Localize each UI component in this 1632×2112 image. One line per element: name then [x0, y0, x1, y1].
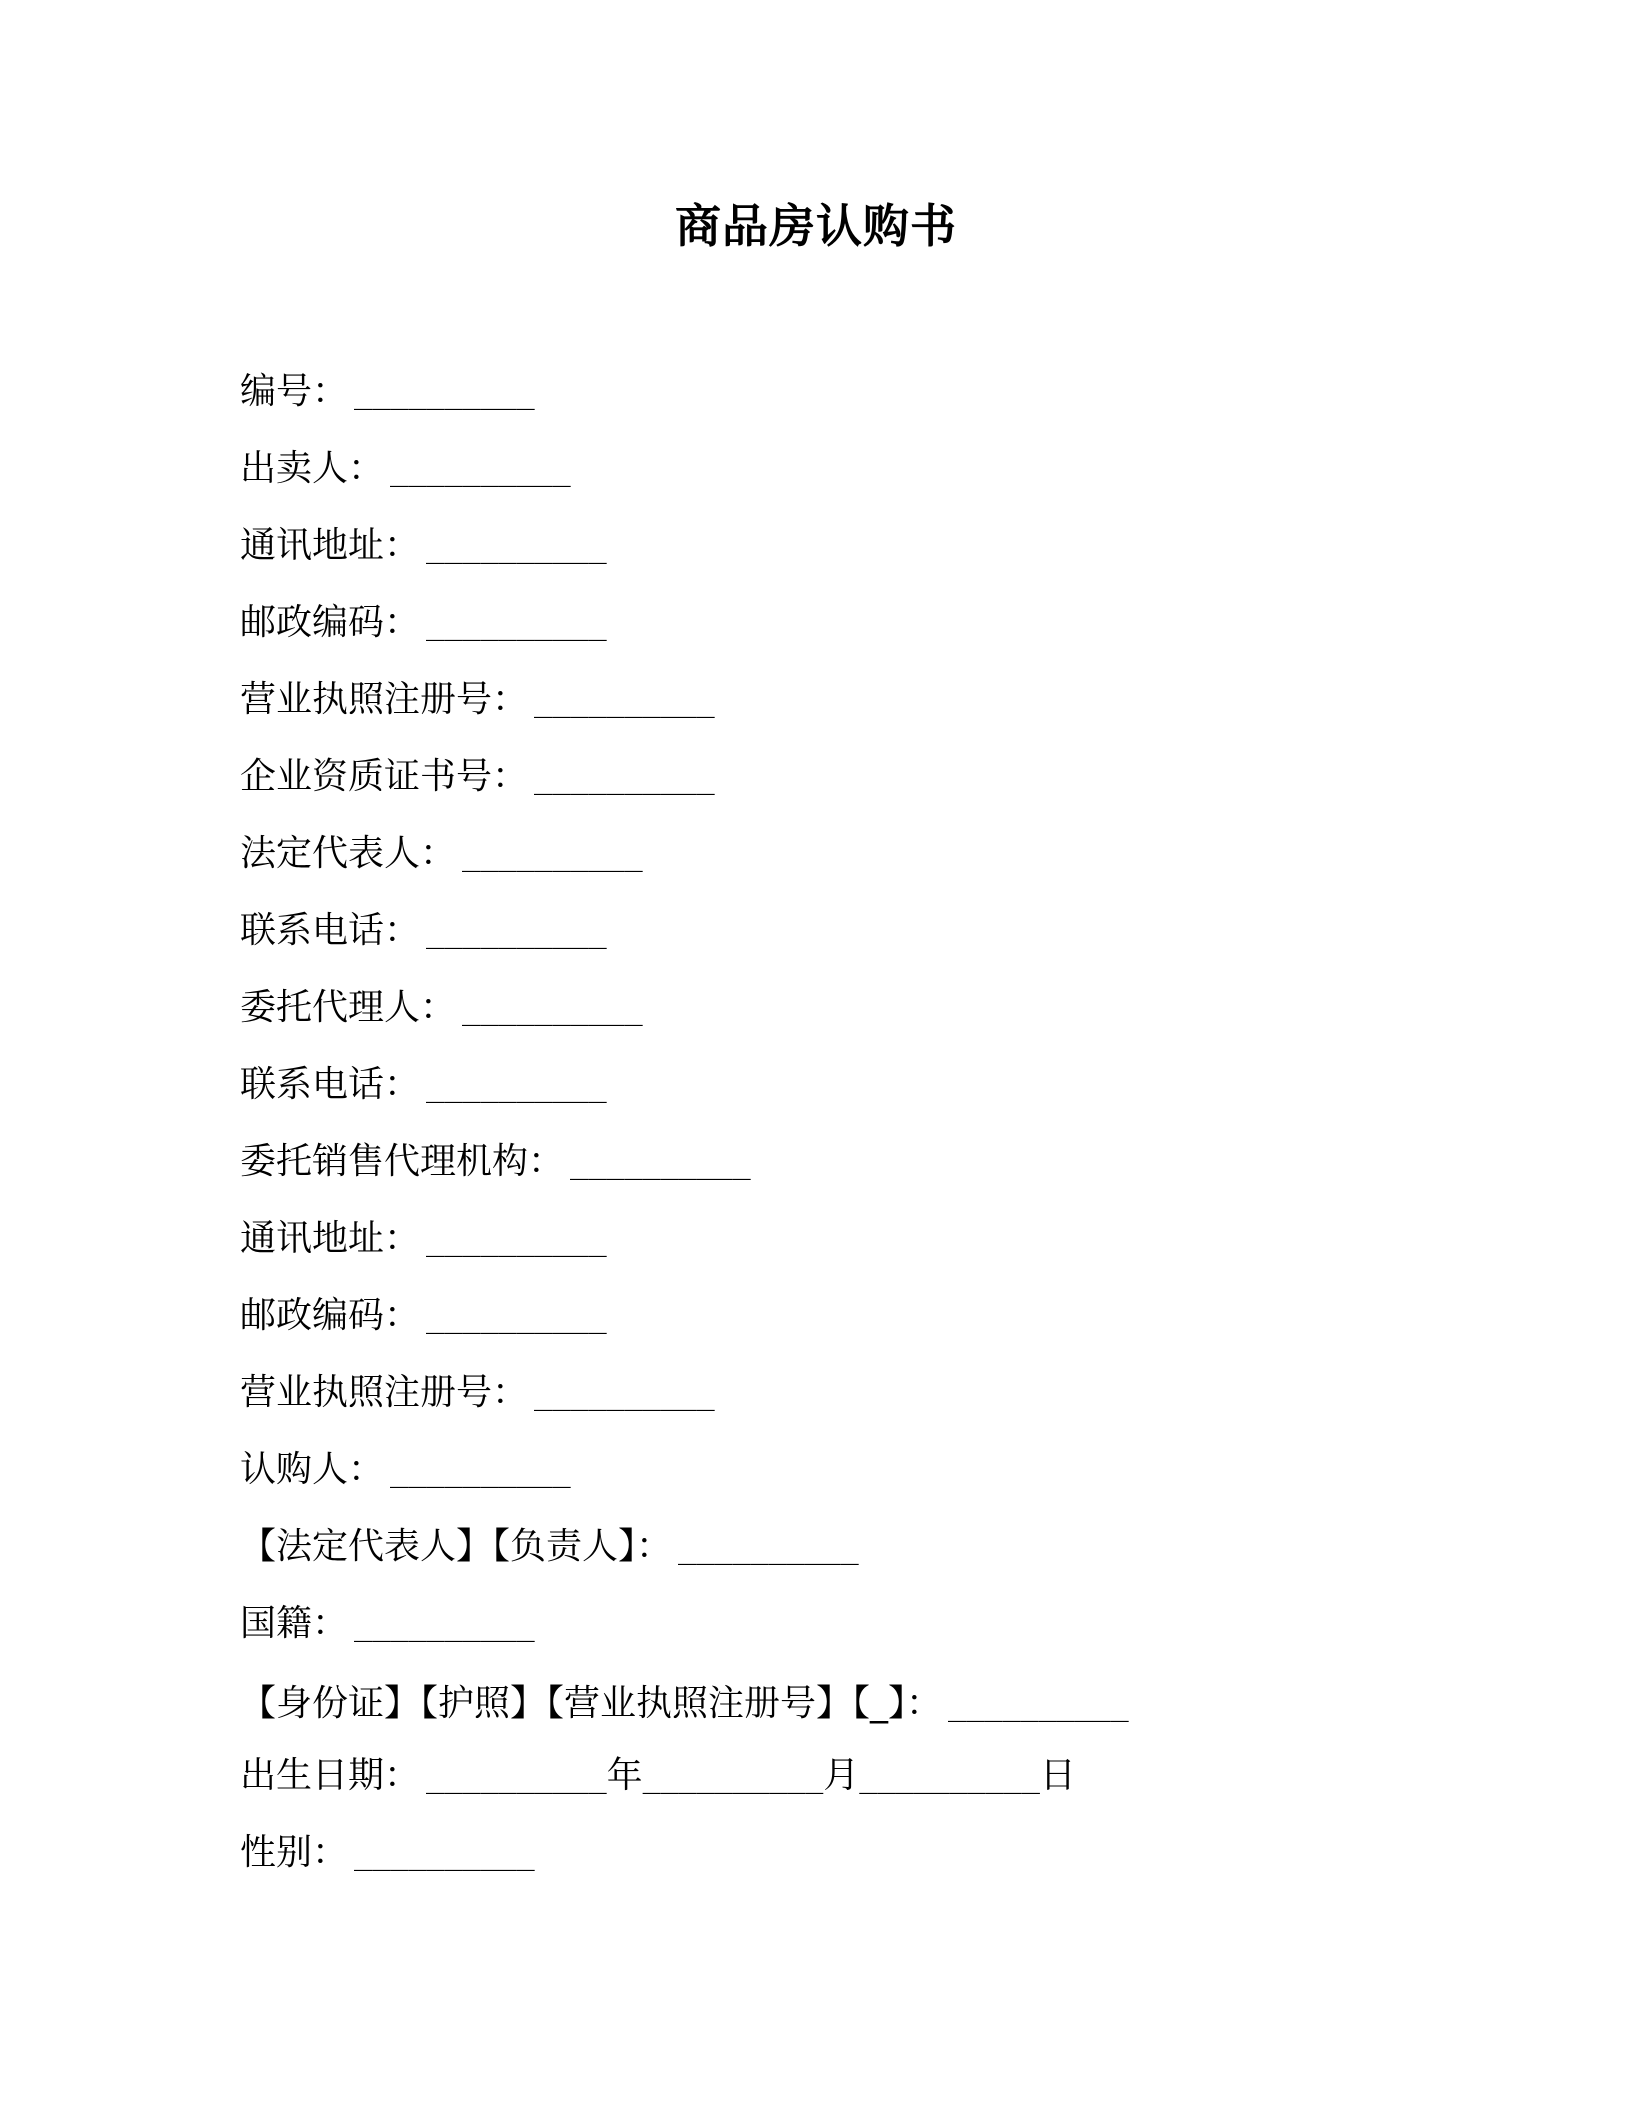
field-label: 营业执照注册号：	[240, 679, 529, 720]
field-label: 认购人：	[240, 1449, 385, 1490]
field-label: 企业资质证书号：	[240, 756, 529, 797]
field-seller-postcode	[240, 599, 607, 647]
blank-line[interactable]: __________	[534, 761, 715, 796]
document-title: 商品房认购书	[675, 199, 957, 253]
field-authorized-agent	[240, 984, 643, 1032]
field-label: 邮政编码：	[240, 1295, 421, 1336]
field-legal-representative	[240, 830, 643, 878]
field-seller-license	[240, 676, 715, 724]
field-label: 邮政编码：	[240, 602, 421, 643]
blank-line[interactable]: __________	[426, 607, 607, 642]
blank-line[interactable]: __________	[426, 1300, 607, 1335]
day-unit: 日	[1039, 1755, 1076, 1796]
field-label: 编号：	[240, 371, 349, 412]
blank-line[interactable]: __________	[948, 1688, 1129, 1723]
field-agency-address	[240, 1215, 607, 1263]
blank-line[interactable]: __________	[678, 1531, 859, 1566]
blank-line[interactable]: __________	[534, 684, 715, 719]
blank-line[interactable]: __________	[462, 838, 643, 873]
field-label: 【法定代表人】【负责人】：	[240, 1526, 673, 1567]
field-id-document	[240, 1680, 1129, 1728]
blank-line[interactable]: __________	[354, 1837, 535, 1872]
field-label: 出卖人：	[240, 448, 385, 489]
field-label: 联系电话：	[240, 1064, 421, 1105]
field-seller-phone	[240, 907, 607, 955]
blank-line[interactable]: __________	[354, 1608, 535, 1643]
blank-line[interactable]: __________	[426, 1069, 607, 1104]
field-birth-date	[240, 1752, 1076, 1800]
blank-line[interactable]: __________	[570, 1146, 751, 1181]
field-buyer	[240, 1446, 571, 1494]
field-agent-phone	[240, 1061, 607, 1109]
field-label: 【身份证】【护照】【营业执照注册号】【_】：	[240, 1683, 943, 1724]
field-label: 通讯地址：	[240, 525, 421, 566]
field-label: 法定代表人：	[240, 833, 457, 874]
field-sales-agency	[240, 1138, 751, 1186]
field-label: 出生日期：	[240, 1755, 421, 1796]
blank-line[interactable]: __________	[390, 453, 571, 488]
field-qualification-cert	[240, 753, 715, 801]
month-unit: 月	[823, 1755, 860, 1796]
field-seller-address	[240, 522, 607, 570]
field-label: 委托代理人：	[240, 987, 457, 1028]
blank-line[interactable]: __________	[390, 1454, 571, 1489]
blank-line-year[interactable]: __________	[426, 1760, 607, 1795]
field-label: 营业执照注册号：	[240, 1372, 529, 1413]
blank-line[interactable]: __________	[462, 992, 643, 1027]
field-label: 通讯地址：	[240, 1218, 421, 1259]
field-label: 联系电话：	[240, 910, 421, 951]
field-gender	[240, 1829, 535, 1877]
field-serial-number	[240, 368, 535, 416]
field-label: 委托销售代理机构：	[240, 1141, 565, 1182]
field-agency-postcode	[240, 1292, 607, 1340]
year-unit: 年	[606, 1755, 643, 1796]
field-label: 性别：	[240, 1832, 349, 1873]
field-seller	[240, 445, 571, 493]
blank-line-month[interactable]: __________	[642, 1760, 824, 1795]
field-agency-license	[240, 1369, 715, 1417]
blank-line[interactable]: __________	[534, 1377, 715, 1412]
blank-line[interactable]: __________	[426, 1223, 607, 1258]
field-buyer-representative	[240, 1523, 859, 1571]
field-label: 国籍：	[240, 1603, 349, 1644]
field-nationality	[240, 1600, 535, 1648]
blank-line[interactable]: __________	[426, 530, 607, 565]
blank-line-day[interactable]: __________	[859, 1760, 1040, 1795]
blank-line[interactable]: __________	[426, 915, 607, 950]
blank-line[interactable]: __________	[354, 376, 535, 411]
